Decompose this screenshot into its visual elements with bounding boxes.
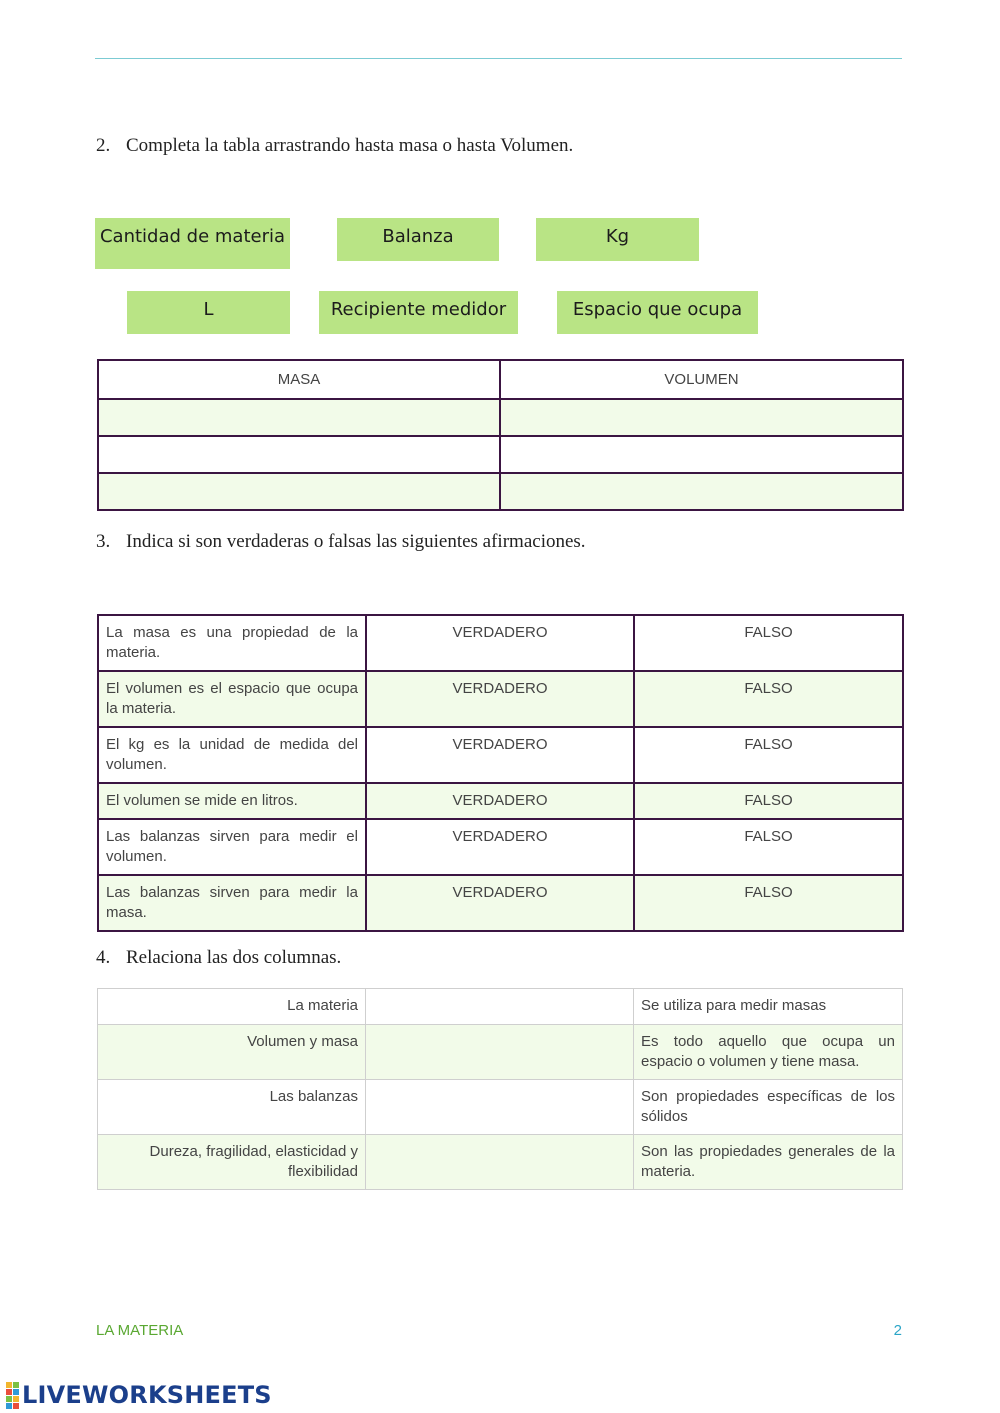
table-row	[98, 473, 903, 510]
table-row	[98, 399, 903, 436]
header-rule	[95, 58, 902, 59]
option-falso[interactable]: FALSO	[634, 727, 903, 783]
question-4	[96, 947, 341, 969]
option-falso[interactable]: FALSO	[634, 819, 903, 875]
drop-zone-masa-2[interactable]	[98, 436, 500, 473]
table-header-row	[98, 360, 903, 399]
table-row	[98, 875, 903, 931]
option-verdadero[interactable]: VERDADERO	[366, 783, 634, 819]
drag-chip-cantidad-de-materia[interactable]: Cantidad de materia	[95, 218, 290, 269]
statement: Las balanzas sirven para medir el volumen.	[98, 819, 366, 875]
statement: El kg es la unidad de medida del volumen.	[98, 727, 366, 783]
drop-zone-masa-1[interactable]	[98, 399, 500, 436]
drag-chip-balanza[interactable]: Balanza	[337, 218, 499, 261]
match-right-item: Se utiliza para medir masas	[634, 989, 903, 1025]
question-2	[96, 135, 573, 157]
match-left-item: Dureza, fragilidad, elasticidad y flexibilidad	[98, 1135, 366, 1190]
match-left-item: La materia	[98, 989, 366, 1025]
drag-chip-espacio-que-ocupa[interactable]: Espacio que ocupa	[557, 291, 758, 334]
question-3-text: Indica si son verdaderas o falsas las siguientes afirmaciones.	[126, 531, 586, 552]
option-verdadero[interactable]: VERDADERO	[366, 727, 634, 783]
statement: Las balanzas sirven para medir la masa.	[98, 875, 366, 931]
table-row	[98, 1025, 903, 1080]
header-volumen: VOLUMEN	[500, 360, 903, 399]
option-verdadero[interactable]: VERDADERO	[366, 819, 634, 875]
option-falso[interactable]: FALSO	[634, 615, 903, 671]
match-link-area[interactable]	[366, 1080, 634, 1135]
liveworksheets-wordmark: LIVEWORKSHEETS	[22, 1381, 272, 1409]
drag-chip-kg[interactable]: Kg	[536, 218, 699, 261]
mass-volume-table	[97, 359, 904, 511]
option-verdadero[interactable]: VERDADERO	[366, 615, 634, 671]
option-falso[interactable]: FALSO	[634, 875, 903, 931]
option-verdadero[interactable]: VERDADERO	[366, 875, 634, 931]
question-2-text: Completa la tabla arrastrando hasta masa o hasta Volumen.	[126, 135, 574, 156]
question-4-text: Relaciona las dos columnas.	[126, 947, 342, 968]
table-row	[98, 671, 903, 727]
match-left-item: Volumen y masa	[98, 1025, 366, 1080]
match-link-area[interactable]	[366, 989, 634, 1025]
drop-zone-volumen-3[interactable]	[500, 473, 903, 510]
option-verdadero[interactable]: VERDADERO	[366, 671, 634, 727]
table-row	[98, 436, 903, 473]
match-right-item: Es todo aquello que ocupa un espacio o volumen y tiene masa.	[634, 1025, 903, 1080]
table-row	[98, 727, 903, 783]
header-masa: MASA	[98, 360, 500, 399]
question-3-number: 3.	[96, 531, 111, 552]
match-left-item: Las balanzas	[98, 1080, 366, 1135]
drop-zone-masa-3[interactable]	[98, 473, 500, 510]
table-row	[98, 615, 903, 671]
liveworksheets-logo	[6, 1381, 272, 1409]
option-falso[interactable]: FALSO	[634, 783, 903, 819]
matching-table	[97, 988, 903, 1190]
statement: El volumen es el espacio que ocupa la materia.	[98, 671, 366, 727]
match-right-item: Son propiedades específicas de los sólidos	[634, 1080, 903, 1135]
liveworksheets-blocks-icon	[6, 1382, 19, 1409]
drop-zone-volumen-1[interactable]	[500, 399, 903, 436]
question-4-number: 4.	[96, 947, 111, 968]
drag-chip-recipiente-medidor[interactable]: Recipiente medidor	[319, 291, 518, 334]
drag-chip-l[interactable]: L	[127, 291, 290, 334]
page-number: 2	[893, 1322, 902, 1339]
drop-zone-volumen-2[interactable]	[500, 436, 903, 473]
table-row	[98, 989, 903, 1025]
match-right-item: Son las propiedades generales de la materia.	[634, 1135, 903, 1190]
statement: La masa es una propiedad de la materia.	[98, 615, 366, 671]
table-row	[98, 1135, 903, 1190]
match-link-area[interactable]	[366, 1135, 634, 1190]
match-link-area[interactable]	[366, 1025, 634, 1080]
question-3	[96, 531, 586, 553]
option-falso[interactable]: FALSO	[634, 671, 903, 727]
table-row	[98, 1080, 903, 1135]
table-row	[98, 783, 903, 819]
question-2-number: 2.	[96, 135, 111, 156]
statement: El volumen se mide en litros.	[98, 783, 366, 819]
true-false-table	[97, 614, 904, 932]
table-row	[98, 819, 903, 875]
footer-title: LA MATERIA	[96, 1322, 184, 1339]
